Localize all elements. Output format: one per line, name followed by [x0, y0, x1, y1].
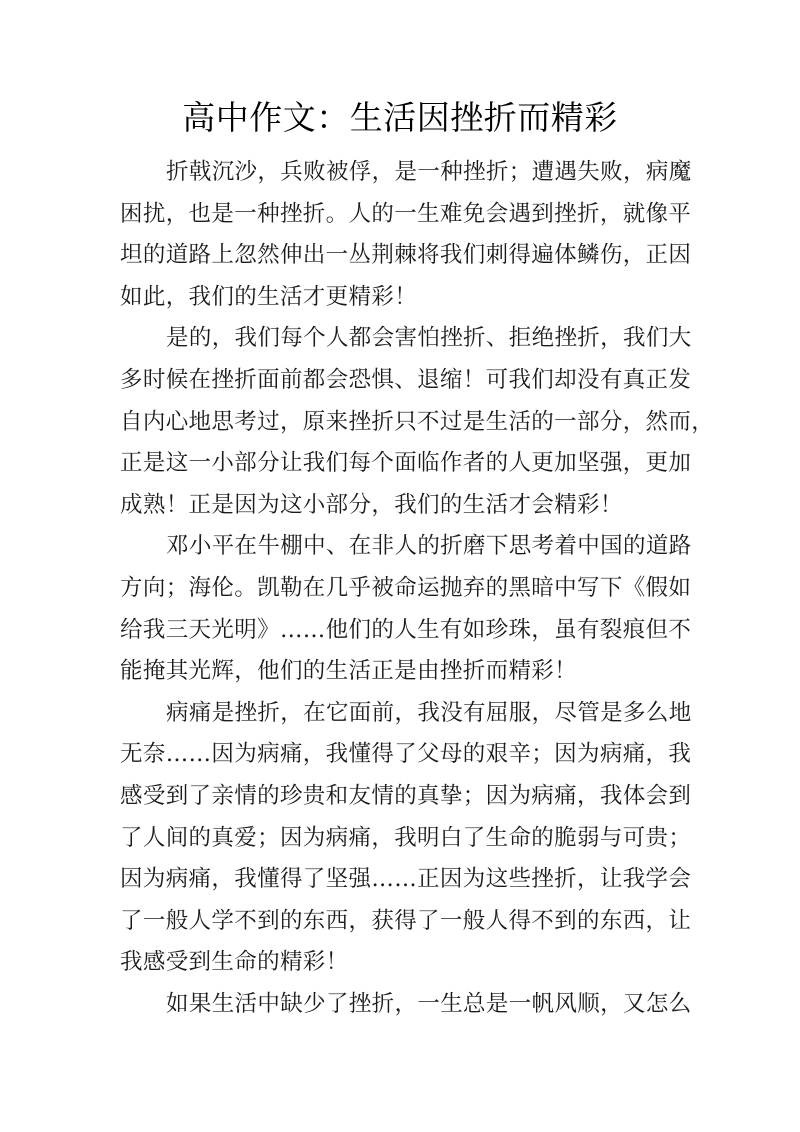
text-line: 多时候在挫折面前都会恐惧、退缩！可我们却没有真正发: [120, 366, 692, 393]
text-line: 折戟沉沙，兵败被俘，是一种挫折；遭遇失败，病魔: [166, 159, 692, 185]
paragraph-2: [120, 318, 715, 526]
text-line: 正是这一小部分让我们每个面临作者的人更加坚强，更加: [120, 450, 692, 477]
text-line: 因为病痛，我懂得了坚强……正因为这些挫折，让我学会: [120, 866, 692, 893]
text-line: 能掩其光辉，他们的生活正是由挫折而精彩！: [120, 658, 578, 685]
paragraph-3: [120, 526, 692, 692]
text-line: 如此，我们的生活才更精彩！: [120, 283, 418, 310]
text-line: 邓小平在牛棚中、在非人的折磨下思考着中国的道路: [166, 533, 692, 560]
text-line: 困扰，也是一种挫折。人的一生难免会遇到挫折，就像平: [120, 200, 692, 227]
text-line: 病痛是挫折，在它面前，我没有屈服，尽管是多么地: [166, 699, 692, 726]
text-line: 成熟！正是因为这小部分，我们的生活才会精彩！: [120, 491, 623, 518]
text-line: 是的，我们每个人都会害怕挫折、拒绝挫折，我们大: [166, 325, 692, 352]
text-line: 了一般人学不到的东西，获得了一般人得不到的东西，让: [120, 907, 692, 934]
text-line: 了人间的真爱；因为病痛，我明白了生命的脆弱与可贵；: [120, 824, 692, 851]
paragraph-4: [120, 693, 692, 984]
page-title: 高中作文：生活因挫折而精彩: [182, 98, 618, 137]
text-line: 坦的道路上忽然伸出一丛荆棘将我们刺得遍体鳞伤，正因: [120, 242, 692, 269]
text-line: 自内心地思考过，原来挫折只不过是生活的一部分，然而，: [120, 408, 715, 435]
text-line: 给我三天光明》……他们的人生有如珍珠，虽有裂痕但不: [120, 616, 692, 643]
text-line: 如果生活中缺少了挫折，一生总是一帆风顺，又怎么: [166, 990, 692, 1017]
paragraph-1: [120, 152, 692, 318]
text-line: 感受到了亲情的珍贵和友情的真挚；因为病痛，我体会到: [120, 782, 692, 809]
paragraph-5: [120, 984, 692, 1026]
essay-body: [120, 152, 715, 1025]
text-line: 我感受到生命的精彩！: [120, 949, 349, 976]
text-line: 方向；海伦。凯勒在几乎被命运抛弃的黑暗中写下《假如: [120, 574, 692, 601]
text-line: 无奈……因为病痛，我懂得了父母的艰辛；因为病痛，我: [120, 741, 692, 768]
